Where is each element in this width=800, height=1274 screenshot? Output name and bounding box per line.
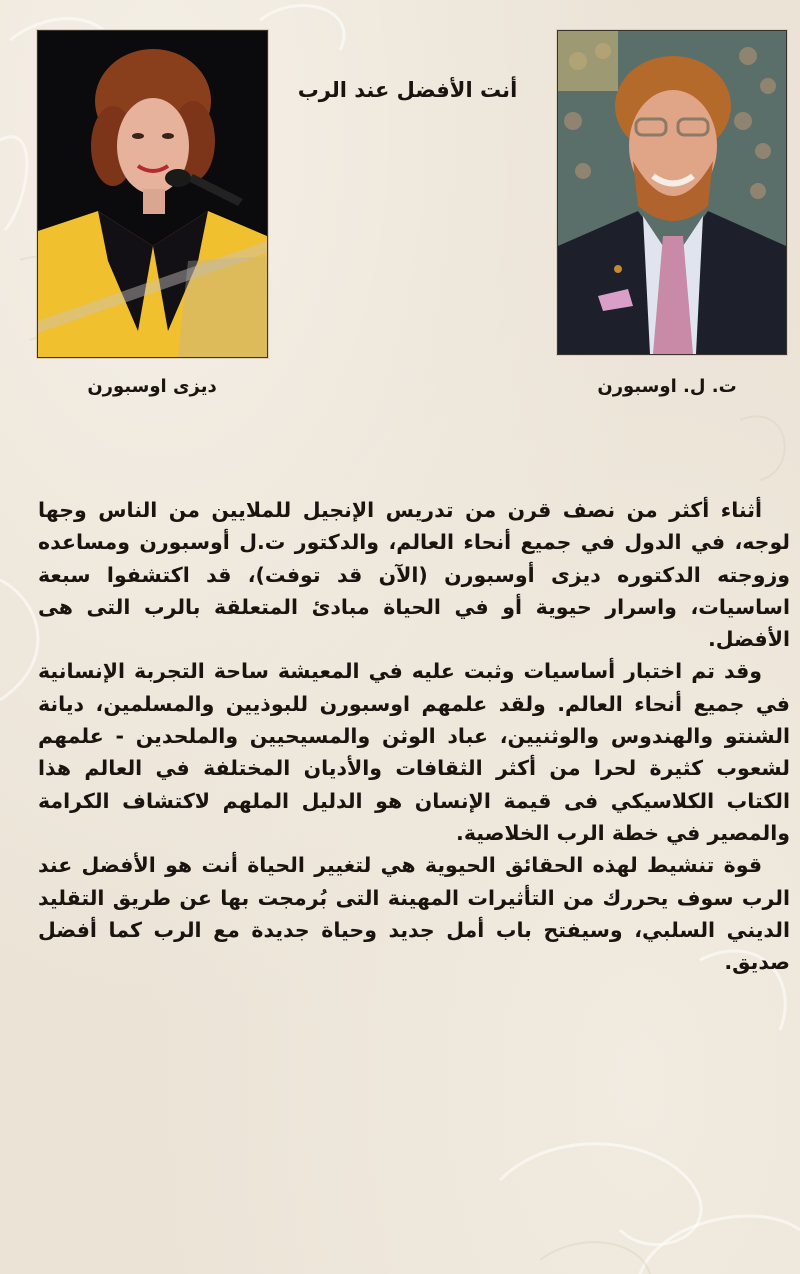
- photo-tl-osborn: [557, 30, 787, 355]
- photo-daisy-osborn: [37, 30, 268, 358]
- caption-tl-osborn: ت. ل. اوسبورن: [597, 376, 737, 397]
- body-text: [38, 494, 790, 978]
- man-portrait-illustration: [558, 31, 786, 354]
- woman-portrait-illustration: [38, 31, 267, 357]
- caption-daisy-osborn: ديزى اوسبورن: [87, 376, 217, 397]
- paragraph-2: وقد تم اختبار أساسيات وثبت عليه في المعيشة ساحة التجربة الإنسانية في جميع أنحاء العالم. ولقد علمهم اوسبورن للبوذيين والمسلمين، ديانة الشنتو والهندوس والوثنيين، عباد الوثن والمسيحيين والملحدين - علمهم لشعوب كثيرة لحرا من أكثر الثقافات والأديان المختلفة في العالم هذا الكتاب الكلاسيكي فى قيمة الإنسان هو الدليل الملهم لاكتشاف الكرامة والمصير في خطة الرب الخلاصية.: [38, 659, 790, 845]
- paragraph-1: أثناء أكثر من نصف قرن من تدريس الإنجيل للملايين من الناس وجها لوجه، في الدول في جميع أنحاء العالم، والدكتور ت.ل أوسبورن ومساعده وزوجته الدكتوره ديزى أوسبورن (الآن قد توفت)، قد اكتشفوا سبعة اساسيات، واسرار حيوية أو في الحياة مبادئ المتعلقة بالرب التى هى الأفضل.: [38, 498, 790, 652]
- page-title: أنت الأفضل عند الرب: [297, 78, 518, 102]
- paragraph-3: قوة تنشيط لهذه الحقائق الحيوية هي لتغيير الحياة أنت هو الأفضل عند الرب سوف يحررك من التأثيرات المهينة التى بُرمجت بها عن طريق التقليد الديني السلبي، وسيفتح باب أمل جديد وحياة جديدة مع الرب كما أفضل صديق.: [38, 853, 790, 975]
